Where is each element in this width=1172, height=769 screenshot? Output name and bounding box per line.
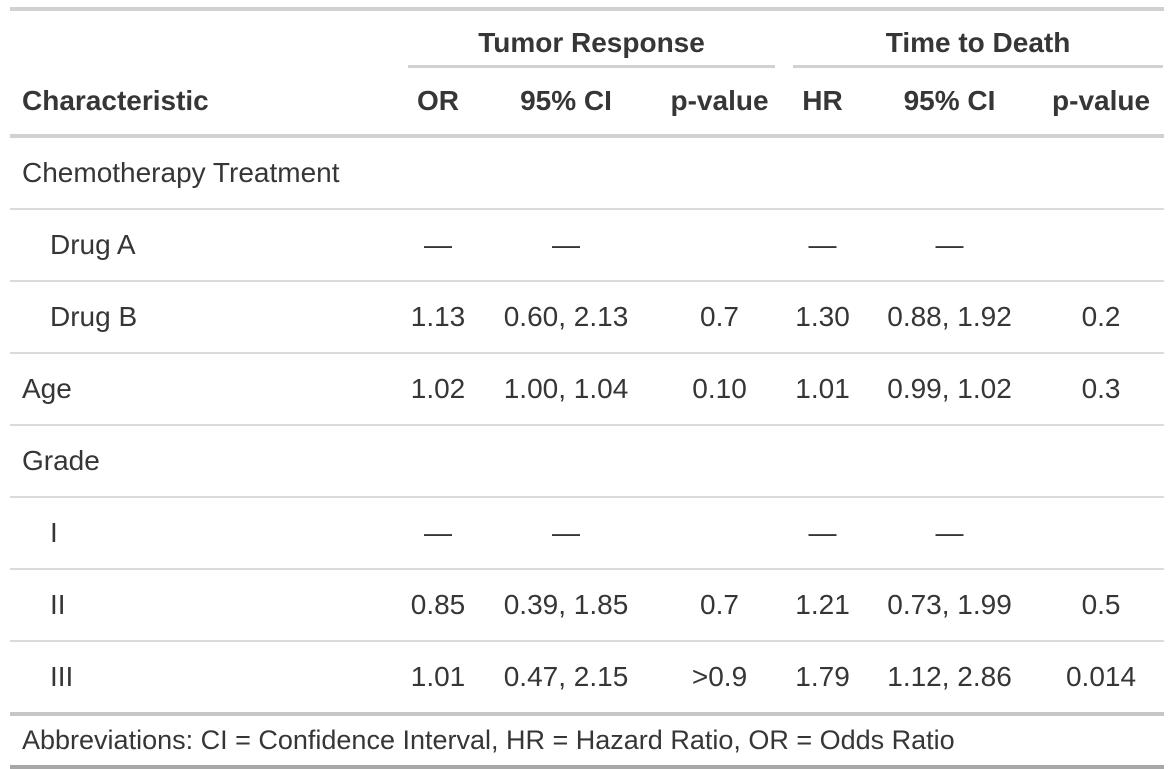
cell-pvalue-death: 0.014 xyxy=(1038,641,1164,714)
column-header-hr: HR xyxy=(784,68,861,136)
cell-pvalue-tumor xyxy=(655,209,784,281)
table-row-age xyxy=(10,353,1164,425)
table-row-grade-i xyxy=(10,497,1164,569)
cell-pvalue-tumor xyxy=(655,136,784,209)
cell-ci-tumor: 0.47, 2.15 xyxy=(477,641,655,714)
abbreviations-footnote: Abbreviations: CI = Confidence Interval, HR = Hazard Ratio, OR = Odds Ratio xyxy=(22,725,955,755)
cell-ci-death: — xyxy=(861,209,1038,281)
spanner-spacer xyxy=(10,9,399,68)
row-label: Grade xyxy=(10,425,399,497)
cell-or xyxy=(399,136,477,209)
row-label: II xyxy=(10,569,399,641)
cell-or xyxy=(399,425,477,497)
cell-hr xyxy=(784,136,861,209)
cell-pvalue-tumor xyxy=(655,497,784,569)
cell-hr: 1.79 xyxy=(784,641,861,714)
cell-or: 1.02 xyxy=(399,353,477,425)
cell-ci-tumor: — xyxy=(477,497,655,569)
cell-hr: 1.01 xyxy=(784,353,861,425)
cell-or: 1.13 xyxy=(399,281,477,353)
spanner-time-to-death xyxy=(784,9,1164,68)
spanner-tumor-response xyxy=(399,9,784,68)
table-row-chemotherapy-treatment xyxy=(10,136,1164,209)
cell-pvalue-death xyxy=(1038,497,1164,569)
cell-pvalue-tumor: 0.10 xyxy=(655,353,784,425)
regression-summary-table xyxy=(10,7,1164,769)
cell-pvalue-death xyxy=(1038,209,1164,281)
cell-ci-death: 0.73, 1.99 xyxy=(861,569,1038,641)
cell-hr: 1.21 xyxy=(784,569,861,641)
column-header-pvalue-tumor: p-value xyxy=(655,68,784,136)
cell-pvalue-death: 0.2 xyxy=(1038,281,1164,353)
cell-ci-tumor xyxy=(477,136,655,209)
cell-ci-death xyxy=(861,425,1038,497)
cell-or: — xyxy=(399,209,477,281)
column-header-ci-death: 95% CI xyxy=(861,68,1038,136)
column-header-or: OR xyxy=(399,68,477,136)
table-row-drug-a xyxy=(10,209,1164,281)
table-row-drug-b xyxy=(10,281,1164,353)
row-label: III xyxy=(10,641,399,714)
row-label: I xyxy=(10,497,399,569)
cell-or: 0.85 xyxy=(399,569,477,641)
row-label: Drug A xyxy=(10,209,399,281)
column-header-characteristic: Characteristic xyxy=(10,68,399,136)
row-label: Drug B xyxy=(10,281,399,353)
spanner-tumor-response-label: Tumor Response xyxy=(408,27,775,68)
column-header-pvalue-death: p-value xyxy=(1038,68,1164,136)
cell-hr: — xyxy=(784,497,861,569)
cell-pvalue-death xyxy=(1038,136,1164,209)
cell-or: 1.01 xyxy=(399,641,477,714)
cell-ci-tumor: — xyxy=(477,209,655,281)
cell-hr: — xyxy=(784,209,861,281)
cell-pvalue-death: 0.5 xyxy=(1038,569,1164,641)
cell-hr xyxy=(784,425,861,497)
table-row-grade-iii xyxy=(10,641,1164,714)
table-row-grade xyxy=(10,425,1164,497)
summary-table-container xyxy=(10,7,1164,769)
cell-pvalue-tumor xyxy=(655,425,784,497)
column-header-row xyxy=(10,68,1164,136)
cell-ci-death: — xyxy=(861,497,1038,569)
cell-ci-tumor: 0.39, 1.85 xyxy=(477,569,655,641)
row-label: Age xyxy=(10,353,399,425)
row-label: Chemotherapy Treatment xyxy=(10,136,399,209)
cell-pvalue-death xyxy=(1038,425,1164,497)
cell-or: — xyxy=(399,497,477,569)
table-row-grade-ii xyxy=(10,569,1164,641)
cell-ci-tumor: 1.00, 1.04 xyxy=(477,353,655,425)
cell-hr: 1.30 xyxy=(784,281,861,353)
cell-pvalue-tumor: >0.9 xyxy=(655,641,784,714)
cell-ci-tumor: 0.60, 2.13 xyxy=(477,281,655,353)
cell-ci-death: 0.88, 1.92 xyxy=(861,281,1038,353)
cell-ci-death: 0.99, 1.02 xyxy=(861,353,1038,425)
cell-pvalue-tumor: 0.7 xyxy=(655,569,784,641)
cell-pvalue-tumor: 0.7 xyxy=(655,281,784,353)
spanner-time-to-death-label: Time to Death xyxy=(793,27,1163,68)
footnote-row xyxy=(10,714,1164,767)
cell-ci-tumor xyxy=(477,425,655,497)
column-header-ci-tumor: 95% CI xyxy=(477,68,655,136)
spanner-row xyxy=(10,9,1164,68)
cell-pvalue-death: 0.3 xyxy=(1038,353,1164,425)
cell-ci-death xyxy=(861,136,1038,209)
cell-ci-death: 1.12, 2.86 xyxy=(861,641,1038,714)
